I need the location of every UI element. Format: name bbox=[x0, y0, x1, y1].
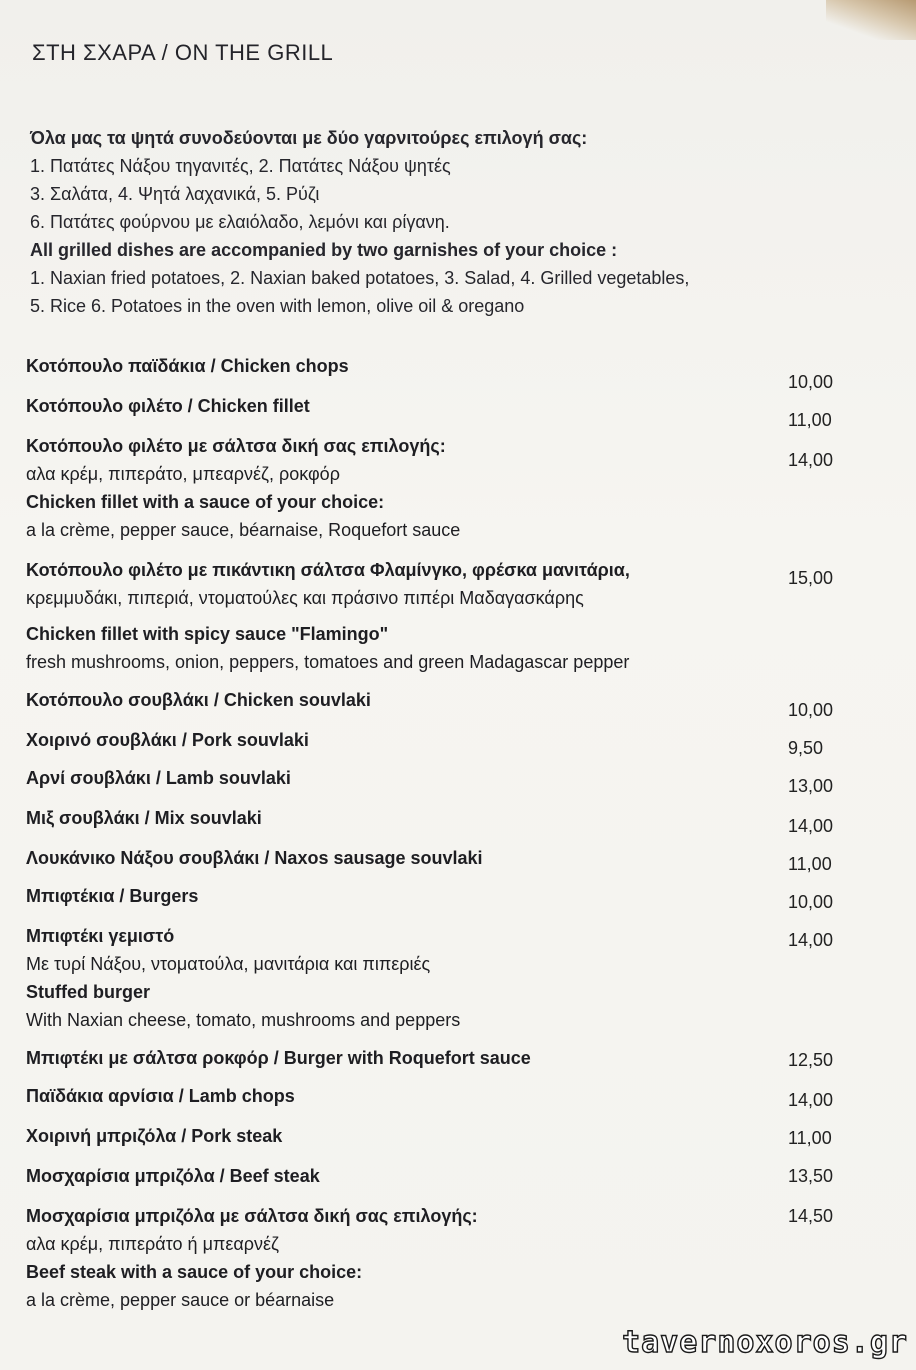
menu-item-description bbox=[26, 922, 766, 1034]
menu-item-price: 14,00 bbox=[788, 1090, 834, 1110]
menu-item-detail: a la crème, pepper sauce, béarnaise, Roquefort sauce bbox=[26, 520, 461, 540]
menu-item-price: 11,00 bbox=[788, 410, 832, 430]
menu-item-name: Χοιρινή μπριζόλα / Pork steak bbox=[26, 1126, 283, 1146]
menu-item-detail: fresh mushrooms, onion, peppers, tomatoes and green Madagascar pepper bbox=[26, 652, 630, 672]
menu-item-description bbox=[26, 1202, 766, 1314]
menu-item-name: Μοσχαρίσια μπριζόλα με σάλτσα δική σας επιλογής: bbox=[26, 1206, 478, 1226]
menu-item-description bbox=[26, 352, 766, 380]
menu-item-detail: Stuffed burger bbox=[26, 982, 150, 1002]
menu-item-name: Κοτόπουλο παϊδάκια / Chicken chops bbox=[26, 356, 349, 376]
menu-item-name: Chicken fillet with spicy sauce "Flamingo" bbox=[26, 624, 389, 644]
menu-item-name: Παϊδάκια αρνίσια / Lamb chops bbox=[26, 1086, 295, 1106]
menu-item-name: Λουκάνικο Νάξου σουβλάκι / Naxos sausage souvlaki bbox=[26, 848, 483, 868]
menu-item-price: 12,50 bbox=[788, 1050, 834, 1070]
section-title-english: ON THE GRILL bbox=[174, 40, 334, 65]
menu-item-name: Μπιφτέκια / Burgers bbox=[26, 886, 199, 906]
menu-item-detail: a la crème, pepper sauce or béarnaise bbox=[26, 1290, 335, 1310]
menu-item-price: 10,00 bbox=[788, 372, 834, 392]
menu-item-detail: αλα κρέμ, πιπεράτο, μπεαρνέζ, ροκφόρ bbox=[26, 464, 340, 484]
menu-item-detail: Chicken fillet with a sauce of your choice: bbox=[26, 492, 385, 512]
menu-item-price: 10,00 bbox=[788, 892, 834, 912]
menu-item-price: 14,00 bbox=[788, 930, 834, 950]
menu-item-description bbox=[26, 1082, 766, 1110]
intro-line: 3. Σαλάτα, 4. Ψητά λαχανικά, 5. Ρύζι bbox=[30, 184, 320, 204]
menu-item-description bbox=[26, 392, 766, 420]
menu-item-price: 13,50 bbox=[788, 1166, 834, 1186]
menu-item-detail: Beef steak with a sauce of your choice: bbox=[26, 1262, 363, 1282]
menu-item-price: 14,50 bbox=[788, 1206, 834, 1226]
menu-item-description bbox=[26, 1162, 766, 1190]
menu-item-description bbox=[26, 882, 766, 910]
intro-line: 1. Πατάτες Νάξου τηγανιτές, 2. Πατάτες Νάξου ψητές bbox=[30, 156, 451, 176]
menu-item-detail: Με τυρί Νάξου, ντοματούλα, μανιτάρια και πιπεριές bbox=[26, 954, 431, 974]
intro-line: Όλα μας τα ψητά συνοδεύονται με δύο γαρνιτούρες επιλογή σας: bbox=[30, 128, 588, 148]
menu-item-name: Μοσχαρίσια μπριζόλα / Beef steak bbox=[26, 1166, 320, 1186]
menu-item-price: 13,00 bbox=[788, 776, 834, 796]
menu-item-description bbox=[26, 804, 766, 832]
menu-item-price: 11,00 bbox=[788, 854, 832, 874]
menu-item-price: 9,50 bbox=[788, 738, 824, 758]
section-title-separator: / bbox=[161, 40, 169, 65]
menu-item-name: Αρνί σουβλάκι / Lamb souvlaki bbox=[26, 768, 291, 788]
intro-line: All grilled dishes are accompanied by two garnishes of your choice : bbox=[30, 240, 618, 260]
menu-item-description bbox=[26, 764, 766, 792]
menu-item-name: Χοιρινό σουβλάκι / Pork souvlaki bbox=[26, 730, 309, 750]
menu-item-description bbox=[26, 432, 766, 544]
section-title bbox=[32, 40, 333, 66]
section-title-greek: ΣΤΗ ΣΧΑΡΑ bbox=[32, 40, 155, 65]
menu-item-name: Κοτόπουλο φιλέτο με πικάντικη σάλτσα Φλαμίνγκο, φρέσκα μανιτάρια, bbox=[26, 560, 630, 580]
intro-line: 1. Naxian fried potatoes, 2. Naxian baked potatoes, 3. Salad, 4. Grilled vegetables, bbox=[30, 268, 690, 288]
menu-item-description bbox=[26, 686, 766, 714]
menu-item-detail: αλα κρέμ, πιπεράτο ή μπεαρνέζ bbox=[26, 1234, 279, 1254]
menu-item-detail: With Naxian cheese, tomato, mushrooms and peppers bbox=[26, 1010, 461, 1030]
menu-item-price: 14,00 bbox=[788, 450, 834, 470]
menu-item-description bbox=[26, 1122, 766, 1150]
menu-item-detail: κρεμμυδάκι, πιπεριά, ντοματούλες και πράσινο πιπέρι Μαδαγασκάρης bbox=[26, 588, 584, 608]
menu-item-description bbox=[26, 726, 766, 754]
menu-item-description bbox=[26, 844, 766, 872]
menu-item-name: Μιξ σουβλάκι / Mix souvlaki bbox=[26, 808, 262, 828]
menu-item-name: Κοτόπουλο φιλέτο με σάλτσα δική σας επιλογής: bbox=[26, 436, 446, 456]
menu-item-name: Μπιφτέκι με σάλτσα ροκφόρ / Burger with Roquefort sauce bbox=[26, 1048, 531, 1068]
menu-item-name: Κοτόπουλο σουβλάκι / Chicken souvlaki bbox=[26, 690, 371, 710]
intro-line: 5. Rice 6. Potatoes in the oven with lemon, olive oil & oregano bbox=[30, 296, 525, 316]
menu-item-price: 10,00 bbox=[788, 700, 834, 720]
paper-corner-decoration bbox=[826, 0, 916, 40]
intro-line: 6. Πατάτες φούρνου με ελαιόλαδο, λεμόνι και ρίγανη. bbox=[30, 212, 450, 232]
menu-item-name: Μπιφτέκι γεμιστό bbox=[26, 926, 175, 946]
menu-item-price: 15,00 bbox=[788, 568, 834, 588]
menu-item-price: 11,00 bbox=[788, 1128, 832, 1148]
menu-item-description bbox=[26, 620, 766, 676]
menu-item-price: 14,00 bbox=[788, 816, 834, 836]
menu-item-name: Κοτόπουλο φιλέτο / Chicken fillet bbox=[26, 396, 310, 416]
watermark: tavernoxoros.gr bbox=[622, 1325, 908, 1360]
garnish-intro bbox=[30, 124, 790, 320]
menu-item-description bbox=[26, 556, 766, 612]
menu-item-description bbox=[26, 1044, 766, 1072]
